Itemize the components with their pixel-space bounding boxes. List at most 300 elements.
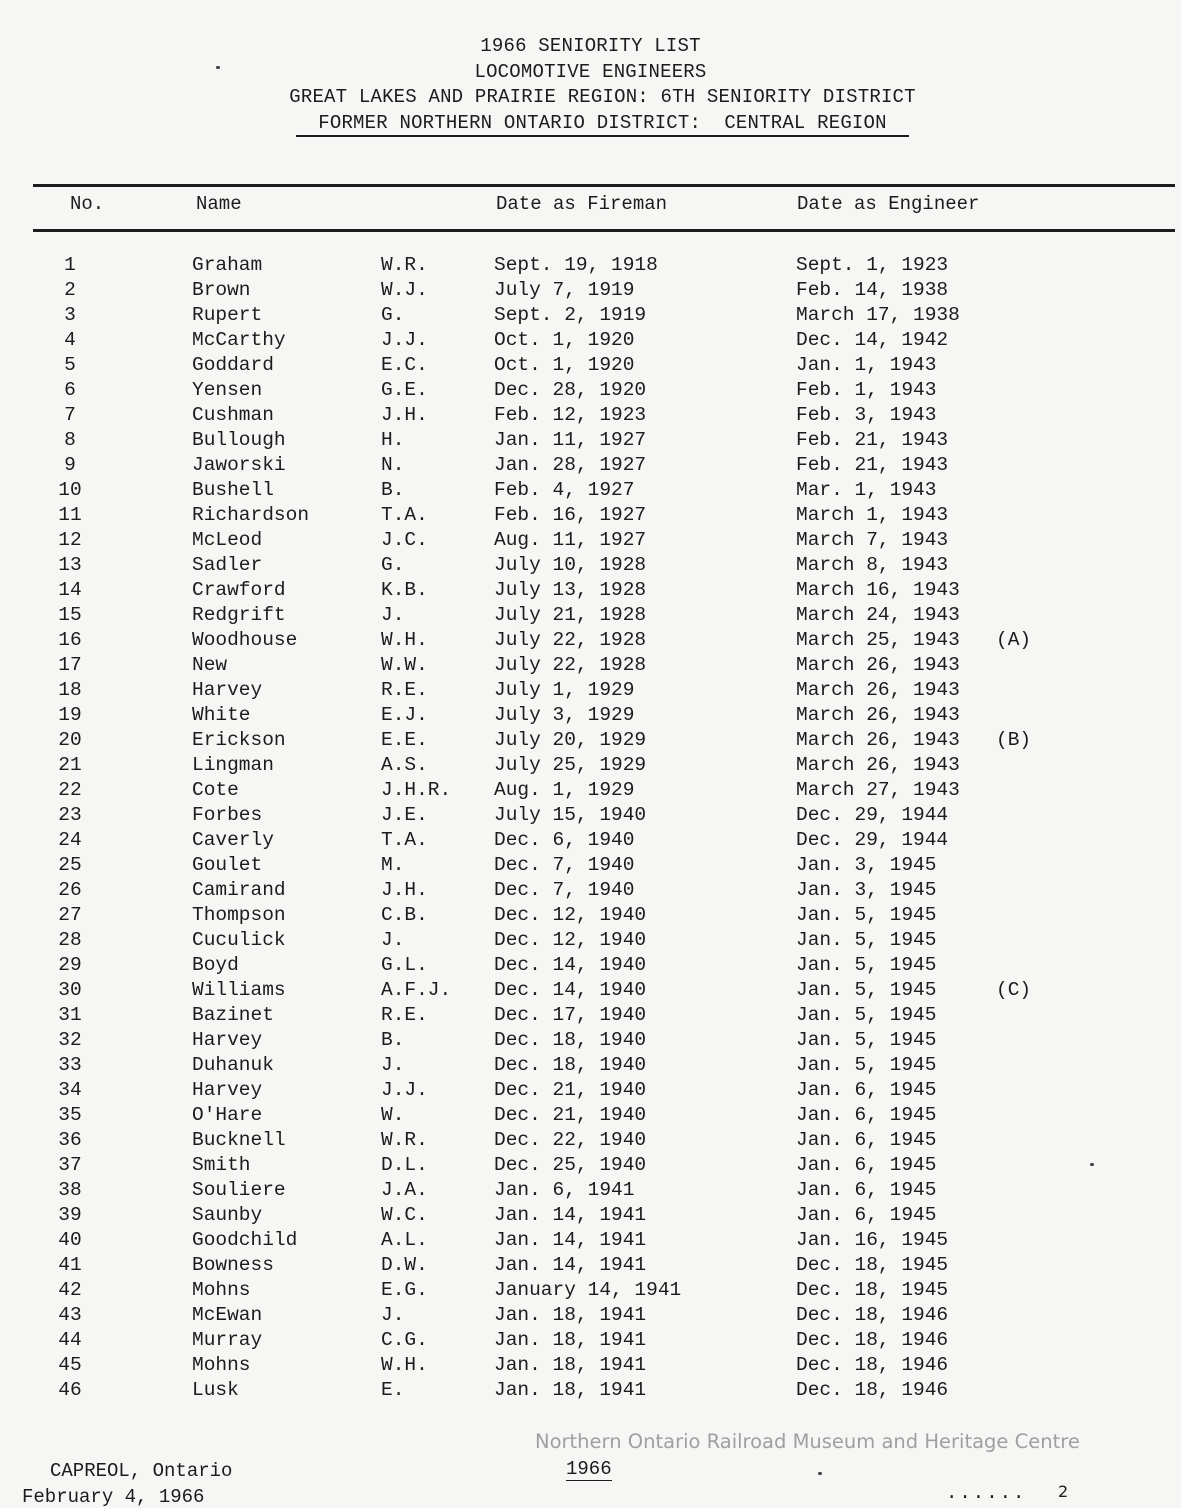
row-initials: E.G. bbox=[381, 1279, 428, 1301]
row-number: 3 bbox=[64, 304, 76, 326]
title-block bbox=[0, 34, 1181, 136]
row-date-fireman: Dec. 14, 1940 bbox=[494, 954, 647, 976]
row-date-fireman: Jan. 18, 1941 bbox=[494, 1304, 647, 1326]
row-number: 41 bbox=[58, 1254, 82, 1276]
row-date-fireman: Dec. 21, 1940 bbox=[494, 1079, 647, 1101]
row-note: (C) bbox=[996, 979, 1032, 1001]
row-date-fireman: Sept. 2, 1919 bbox=[494, 304, 647, 326]
row-initials: A.S. bbox=[381, 754, 428, 776]
row-initials: G. bbox=[381, 304, 405, 326]
row-initials: W.H. bbox=[381, 629, 428, 651]
row-date-engineer: Dec. 29, 1944 bbox=[796, 829, 949, 851]
row-date-fireman: Dec. 28, 1920 bbox=[494, 379, 647, 401]
row-surname: Bowness bbox=[192, 1254, 274, 1276]
row-surname: Smith bbox=[192, 1154, 251, 1176]
table-row bbox=[0, 1004, 1181, 1029]
row-date-fireman: Dec. 12, 1940 bbox=[494, 929, 647, 951]
table-row bbox=[0, 854, 1181, 879]
row-number: 1 bbox=[64, 254, 76, 276]
row-number: 11 bbox=[58, 504, 82, 526]
table-row bbox=[0, 904, 1181, 929]
row-surname: Lingman bbox=[192, 754, 274, 776]
row-number: 6 bbox=[64, 379, 76, 401]
row-initials: N. bbox=[381, 454, 405, 476]
row-number: 24 bbox=[58, 829, 82, 851]
table-row bbox=[0, 929, 1181, 954]
row-number: 35 bbox=[58, 1104, 82, 1126]
row-surname: Harvey bbox=[192, 679, 263, 701]
row-date-engineer: Jan. 5, 1945 bbox=[796, 904, 937, 926]
row-date-fireman: Dec. 22, 1940 bbox=[494, 1129, 647, 1151]
row-number: 15 bbox=[58, 604, 82, 626]
row-date-fireman: Dec. 18, 1940 bbox=[494, 1029, 647, 1051]
row-surname: Bullough bbox=[192, 429, 286, 451]
table-row bbox=[0, 629, 1181, 654]
row-date-fireman: Dec. 14, 1940 bbox=[494, 979, 647, 1001]
table-row bbox=[0, 354, 1181, 379]
row-date-engineer: Sept. 1, 1923 bbox=[796, 254, 949, 276]
table-row bbox=[0, 479, 1181, 504]
row-date-engineer: March 24, 1943 bbox=[796, 604, 960, 626]
title-line-1: 1966 SENIORITY LIST bbox=[480, 35, 701, 57]
row-date-fireman: Sept. 19, 1918 bbox=[494, 254, 658, 276]
table-row bbox=[0, 679, 1181, 704]
row-surname: McCarthy bbox=[192, 329, 286, 351]
row-number: 22 bbox=[58, 779, 82, 801]
row-surname: Graham bbox=[192, 254, 263, 276]
row-date-engineer: March 1, 1943 bbox=[796, 504, 949, 526]
table-row bbox=[0, 1279, 1181, 1304]
row-surname: Rupert bbox=[192, 304, 263, 326]
row-initials: D.L. bbox=[381, 1154, 428, 1176]
row-number: 45 bbox=[58, 1354, 82, 1376]
row-surname: Goulet bbox=[192, 854, 263, 876]
row-date-engineer: March 25, 1943 bbox=[796, 629, 960, 651]
row-date-fireman: July 21, 1928 bbox=[494, 604, 647, 626]
table-row bbox=[0, 529, 1181, 554]
row-date-engineer: Feb. 21, 1943 bbox=[796, 454, 949, 476]
row-date-engineer: Jan. 6, 1945 bbox=[796, 1129, 937, 1151]
row-date-fireman: Jan. 6, 1941 bbox=[494, 1179, 635, 1201]
table-row bbox=[0, 1379, 1181, 1404]
row-surname: Harvey bbox=[192, 1079, 263, 1101]
table-row bbox=[0, 604, 1181, 629]
speck-mark bbox=[818, 1472, 822, 1475]
row-date-engineer: March 26, 1943 bbox=[796, 704, 960, 726]
row-initials: E.J. bbox=[381, 704, 428, 726]
table-row bbox=[0, 554, 1181, 579]
row-date-engineer: Jan. 5, 1945 bbox=[796, 979, 937, 1001]
row-number: 19 bbox=[58, 704, 82, 726]
row-date-engineer: Jan. 6, 1945 bbox=[796, 1154, 937, 1176]
row-date-fireman: January 14, 1941 bbox=[494, 1279, 682, 1301]
row-date-engineer: Jan. 3, 1945 bbox=[796, 854, 937, 876]
footer-year bbox=[566, 1458, 612, 1480]
table-row bbox=[0, 1304, 1181, 1329]
table-row bbox=[0, 1179, 1181, 1204]
row-initials: J.H. bbox=[381, 879, 428, 901]
row-initials: A.F.J. bbox=[381, 979, 452, 1001]
row-surname: Mohns bbox=[192, 1279, 251, 1301]
row-date-fireman: Jan. 11, 1927 bbox=[494, 429, 647, 451]
row-number: 8 bbox=[64, 429, 76, 451]
row-date-fireman: Dec. 21, 1940 bbox=[494, 1104, 647, 1126]
row-initials: G.E. bbox=[381, 379, 428, 401]
row-number: 25 bbox=[58, 854, 82, 876]
table-row bbox=[0, 1329, 1181, 1354]
row-surname: Sadler bbox=[192, 554, 263, 576]
row-initials: J.H. bbox=[381, 404, 428, 426]
speck-mark bbox=[1090, 1163, 1094, 1166]
row-initials: W.R. bbox=[381, 1129, 428, 1151]
row-number: 21 bbox=[58, 754, 82, 776]
row-initials: J.E. bbox=[381, 804, 428, 826]
row-number: 12 bbox=[58, 529, 82, 551]
row-surname: Mohns bbox=[192, 1354, 251, 1376]
row-surname: Richardson bbox=[192, 504, 310, 526]
row-date-engineer: Dec. 18, 1946 bbox=[796, 1329, 949, 1351]
row-date-engineer: March 7, 1943 bbox=[796, 529, 949, 551]
row-initials: H. bbox=[381, 429, 405, 451]
table-row bbox=[0, 1129, 1181, 1154]
row-number: 27 bbox=[58, 904, 82, 926]
row-number: 32 bbox=[58, 1029, 82, 1051]
header-rule-bottom bbox=[33, 229, 1175, 232]
table-row bbox=[0, 379, 1181, 404]
row-date-fireman: Jan. 18, 1941 bbox=[494, 1354, 647, 1376]
row-surname: Murray bbox=[192, 1329, 263, 1351]
row-initials: D.W. bbox=[381, 1254, 428, 1276]
row-date-fireman: Feb. 12, 1923 bbox=[494, 404, 647, 426]
row-date-fireman: Aug. 1, 1929 bbox=[494, 779, 635, 801]
row-initials: J. bbox=[381, 1054, 405, 1076]
row-date-engineer: Feb. 3, 1943 bbox=[796, 404, 937, 426]
row-date-engineer: March 17, 1938 bbox=[796, 304, 960, 326]
table-row bbox=[0, 329, 1181, 354]
row-date-fireman: Dec. 6, 1940 bbox=[494, 829, 635, 851]
row-surname: Bazinet bbox=[192, 1004, 274, 1026]
row-number: 42 bbox=[58, 1279, 82, 1301]
row-initials: T.A. bbox=[381, 829, 428, 851]
row-date-engineer: March 26, 1943 bbox=[796, 679, 960, 701]
row-number: 36 bbox=[58, 1129, 82, 1151]
row-surname: Duhanuk bbox=[192, 1054, 274, 1076]
row-date-fireman: Jan. 14, 1941 bbox=[494, 1204, 647, 1226]
row-number: 20 bbox=[58, 729, 82, 751]
row-surname: Bushell bbox=[192, 479, 274, 501]
row-surname: Boyd bbox=[192, 954, 239, 976]
row-date-fireman: July 25, 1929 bbox=[494, 754, 647, 776]
page-number: 2 bbox=[1058, 1482, 1069, 1501]
row-surname: Bucknell bbox=[192, 1129, 286, 1151]
table-row bbox=[0, 879, 1181, 904]
row-initials: E. bbox=[381, 1379, 405, 1401]
row-initials: R.E. bbox=[381, 1004, 428, 1026]
row-number: 5 bbox=[64, 354, 76, 376]
row-date-engineer: Jan. 5, 1945 bbox=[796, 1054, 937, 1076]
row-surname: Crawford bbox=[192, 579, 286, 601]
row-surname: Caverly bbox=[192, 829, 274, 851]
table-row bbox=[0, 754, 1181, 779]
row-number: 23 bbox=[58, 804, 82, 826]
row-initials: J.A. bbox=[381, 1179, 428, 1201]
row-note: (B) bbox=[996, 729, 1032, 751]
row-initials: T.A. bbox=[381, 504, 428, 526]
row-initials: W.C. bbox=[381, 1204, 428, 1226]
header-date-fireman: Date as Fireman bbox=[496, 193, 668, 215]
footer-city: CAPREOL, Ontario bbox=[50, 1460, 233, 1482]
row-surname: Saunby bbox=[192, 1204, 263, 1226]
row-date-fireman: Oct. 1, 1920 bbox=[494, 354, 635, 376]
row-date-engineer: Jan. 5, 1945 bbox=[796, 1004, 937, 1026]
row-date-fireman: Aug. 11, 1927 bbox=[494, 529, 647, 551]
row-date-fireman: Dec. 7, 1940 bbox=[494, 854, 635, 876]
row-date-engineer: Feb. 1, 1943 bbox=[796, 379, 937, 401]
row-number: 18 bbox=[58, 679, 82, 701]
row-surname: New bbox=[192, 654, 228, 676]
table-row bbox=[0, 1054, 1181, 1079]
row-initials: E.C. bbox=[381, 354, 428, 376]
title-line-2: LOCOMOTIVE ENGINEERS bbox=[474, 60, 707, 83]
row-number: 7 bbox=[64, 404, 76, 426]
row-surname: Thompson bbox=[192, 904, 286, 926]
row-date-fireman: July 20, 1929 bbox=[494, 729, 647, 751]
row-date-engineer: Feb. 14, 1938 bbox=[796, 279, 949, 301]
row-number: 38 bbox=[58, 1179, 82, 1201]
row-date-engineer: Mar. 1, 1943 bbox=[796, 479, 937, 501]
row-initials: W. bbox=[381, 1104, 405, 1126]
row-initials: G.L. bbox=[381, 954, 428, 976]
row-date-fireman: July 10, 1928 bbox=[494, 554, 647, 576]
row-surname: Yensen bbox=[192, 379, 263, 401]
row-surname: Cuculick bbox=[192, 929, 286, 951]
table-row bbox=[0, 304, 1181, 329]
row-initials: J.H.R. bbox=[381, 779, 452, 801]
row-date-engineer: March 27, 1943 bbox=[796, 779, 960, 801]
row-date-engineer: Jan. 6, 1945 bbox=[796, 1079, 937, 1101]
row-date-fireman: July 13, 1928 bbox=[494, 579, 647, 601]
table-row bbox=[0, 954, 1181, 979]
row-initials: J.J. bbox=[381, 329, 428, 351]
row-number: 10 bbox=[58, 479, 82, 501]
row-date-fireman: Dec. 12, 1940 bbox=[494, 904, 647, 926]
table-row bbox=[0, 654, 1181, 679]
row-date-engineer: Dec. 18, 1945 bbox=[796, 1254, 949, 1276]
row-date-engineer: Dec. 18, 1946 bbox=[796, 1304, 949, 1326]
row-surname: Jaworski bbox=[192, 454, 286, 476]
table-row bbox=[0, 504, 1181, 529]
table-row bbox=[0, 1079, 1181, 1104]
table-row bbox=[0, 1254, 1181, 1279]
row-initials: K.B. bbox=[381, 579, 428, 601]
row-date-engineer: Jan. 6, 1945 bbox=[796, 1179, 937, 1201]
row-date-fireman: July 22, 1928 bbox=[494, 629, 647, 651]
row-surname: Brown bbox=[192, 279, 251, 301]
table-row bbox=[0, 779, 1181, 804]
row-initials: W.W. bbox=[381, 654, 428, 676]
table-row bbox=[0, 729, 1181, 754]
row-number: 30 bbox=[58, 979, 82, 1001]
row-date-engineer: Jan. 6, 1945 bbox=[796, 1204, 937, 1226]
row-initials: B. bbox=[381, 479, 405, 501]
title-line-4 bbox=[12, 111, 1181, 137]
row-number: 28 bbox=[58, 929, 82, 951]
row-date-engineer: March 26, 1943 bbox=[796, 754, 960, 776]
row-surname: Harvey bbox=[192, 1029, 263, 1051]
row-number: 17 bbox=[58, 654, 82, 676]
row-initials: J. bbox=[381, 1304, 405, 1326]
row-date-fireman: Jan. 14, 1941 bbox=[494, 1254, 647, 1276]
row-date-engineer: Jan. 3, 1945 bbox=[796, 879, 937, 901]
table-row bbox=[0, 279, 1181, 304]
footer-dots: ...... bbox=[946, 1482, 1027, 1504]
row-surname: Woodhouse bbox=[192, 629, 298, 651]
row-initials: M. bbox=[381, 854, 405, 876]
row-surname: Redgrift bbox=[192, 604, 286, 626]
title-line-4-text: FORMER NORTHERN ONTARIO DISTRICT: CENTRAL REGION bbox=[296, 112, 909, 137]
row-date-engineer: Dec. 18, 1945 bbox=[796, 1279, 949, 1301]
row-surname: Cushman bbox=[192, 404, 274, 426]
table-row bbox=[0, 1204, 1181, 1229]
row-date-engineer: March 26, 1943 bbox=[796, 654, 960, 676]
row-date-fireman: Dec. 17, 1940 bbox=[494, 1004, 647, 1026]
row-surname: Cote bbox=[192, 779, 239, 801]
row-initials: W.H. bbox=[381, 1354, 428, 1376]
row-number: 9 bbox=[64, 454, 76, 476]
row-initials: B. bbox=[381, 1029, 405, 1051]
header-date-engineer: Date as Engineer bbox=[797, 193, 980, 215]
row-surname: Erickson bbox=[192, 729, 286, 751]
row-surname: Souliere bbox=[192, 1179, 286, 1201]
row-date-engineer: Dec. 18, 1946 bbox=[796, 1379, 949, 1401]
table-row bbox=[0, 829, 1181, 854]
row-date-engineer: March 16, 1943 bbox=[796, 579, 960, 601]
row-date-fireman: Jan. 14, 1941 bbox=[494, 1229, 647, 1251]
table-row bbox=[0, 429, 1181, 454]
row-date-fireman: Jan. 18, 1941 bbox=[494, 1379, 647, 1401]
row-number: 40 bbox=[58, 1229, 82, 1251]
row-number: 26 bbox=[58, 879, 82, 901]
row-number: 13 bbox=[58, 554, 82, 576]
table-row bbox=[0, 254, 1181, 279]
table-row bbox=[0, 1354, 1181, 1379]
speck-mark bbox=[216, 66, 220, 69]
row-number: 37 bbox=[58, 1154, 82, 1176]
row-number: 33 bbox=[58, 1054, 82, 1076]
row-date-fireman: Dec. 25, 1940 bbox=[494, 1154, 647, 1176]
seniority-table bbox=[0, 254, 1181, 1404]
row-date-engineer: Dec. 29, 1944 bbox=[796, 804, 949, 826]
row-number: 2 bbox=[64, 279, 76, 301]
row-date-engineer: Dec. 14, 1942 bbox=[796, 329, 949, 351]
row-initials: C.B. bbox=[381, 904, 428, 926]
table-row bbox=[0, 1229, 1181, 1254]
row-initials: W.R. bbox=[381, 254, 428, 276]
header-rule-top bbox=[33, 184, 1175, 187]
row-initials: E.E. bbox=[381, 729, 428, 751]
row-date-engineer: Feb. 21, 1943 bbox=[796, 429, 949, 451]
row-number: 34 bbox=[58, 1079, 82, 1101]
row-initials: W.J. bbox=[381, 279, 428, 301]
row-date-engineer: March 8, 1943 bbox=[796, 554, 949, 576]
row-initials: J. bbox=[381, 604, 405, 626]
row-number: 44 bbox=[58, 1329, 82, 1351]
row-number: 31 bbox=[58, 1004, 82, 1026]
row-date-fireman: Jan. 18, 1941 bbox=[494, 1329, 647, 1351]
row-date-engineer: Jan. 5, 1945 bbox=[796, 929, 937, 951]
row-date-engineer: Jan. 6, 1945 bbox=[796, 1104, 937, 1126]
row-surname: Goodchild bbox=[192, 1229, 298, 1251]
row-initials: J.C. bbox=[381, 529, 428, 551]
row-date-fireman: Feb. 16, 1927 bbox=[494, 504, 647, 526]
table-row bbox=[0, 579, 1181, 604]
title-line-3: GREAT LAKES AND PRAIRIE REGION: 6TH SENIORITY DISTRICT bbox=[289, 86, 916, 108]
row-date-engineer: Jan. 5, 1945 bbox=[796, 1029, 937, 1051]
row-date-engineer: Jan. 5, 1945 bbox=[796, 954, 937, 976]
row-date-fireman: Dec. 7, 1940 bbox=[494, 879, 635, 901]
footer-date: February 4, 1966 bbox=[22, 1486, 205, 1508]
row-note: (A) bbox=[996, 629, 1032, 651]
row-number: 39 bbox=[58, 1204, 82, 1226]
row-initials: J.J. bbox=[381, 1079, 428, 1101]
row-date-fireman: Jan. 28, 1927 bbox=[494, 454, 647, 476]
row-surname: Goddard bbox=[192, 354, 274, 376]
table-row bbox=[0, 704, 1181, 729]
row-number: 16 bbox=[58, 629, 82, 651]
row-surname: McEwan bbox=[192, 1304, 263, 1326]
row-date-fireman: Feb. 4, 1927 bbox=[494, 479, 635, 501]
row-surname: Lusk bbox=[192, 1379, 239, 1401]
row-number: 29 bbox=[58, 954, 82, 976]
table-row bbox=[0, 1104, 1181, 1129]
row-date-fireman: July 22, 1928 bbox=[494, 654, 647, 676]
row-number: 43 bbox=[58, 1304, 82, 1326]
table-row bbox=[0, 454, 1181, 479]
row-date-fireman: July 3, 1929 bbox=[494, 704, 635, 726]
table-row bbox=[0, 979, 1181, 1004]
table-row bbox=[0, 804, 1181, 829]
row-date-fireman: July 7, 1919 bbox=[494, 279, 635, 301]
row-date-fireman: July 15, 1940 bbox=[494, 804, 647, 826]
row-date-engineer: Dec. 18, 1946 bbox=[796, 1354, 949, 1376]
row-initials: R.E. bbox=[381, 679, 428, 701]
row-date-fireman: July 1, 1929 bbox=[494, 679, 635, 701]
table-row bbox=[0, 1029, 1181, 1054]
row-initials: J. bbox=[381, 929, 405, 951]
header-no: No. bbox=[70, 193, 105, 215]
footer-year-text: 1966 bbox=[566, 1458, 612, 1480]
row-number: 46 bbox=[58, 1379, 82, 1401]
row-initials: G. bbox=[381, 554, 405, 576]
museum-watermark: Northern Ontario Railroad Museum and Heritage Centre bbox=[535, 1430, 1080, 1453]
row-date-fireman: Dec. 18, 1940 bbox=[494, 1054, 647, 1076]
row-surname: McLeod bbox=[192, 529, 263, 551]
row-date-fireman: Oct. 1, 1920 bbox=[494, 329, 635, 351]
row-number: 14 bbox=[58, 579, 82, 601]
row-date-engineer: Jan. 16, 1945 bbox=[796, 1229, 949, 1251]
row-surname: Camirand bbox=[192, 879, 286, 901]
row-initials: C.G. bbox=[381, 1329, 428, 1351]
header-name: Name bbox=[196, 193, 242, 215]
row-initials: A.L. bbox=[381, 1229, 428, 1251]
row-date-engineer: Jan. 1, 1943 bbox=[796, 354, 937, 376]
table-row bbox=[0, 404, 1181, 429]
row-date-engineer: March 26, 1943 bbox=[796, 729, 960, 751]
row-surname: Forbes bbox=[192, 804, 263, 826]
row-surname: White bbox=[192, 704, 251, 726]
table-row bbox=[0, 1154, 1181, 1179]
row-surname: Williams bbox=[192, 979, 286, 1001]
